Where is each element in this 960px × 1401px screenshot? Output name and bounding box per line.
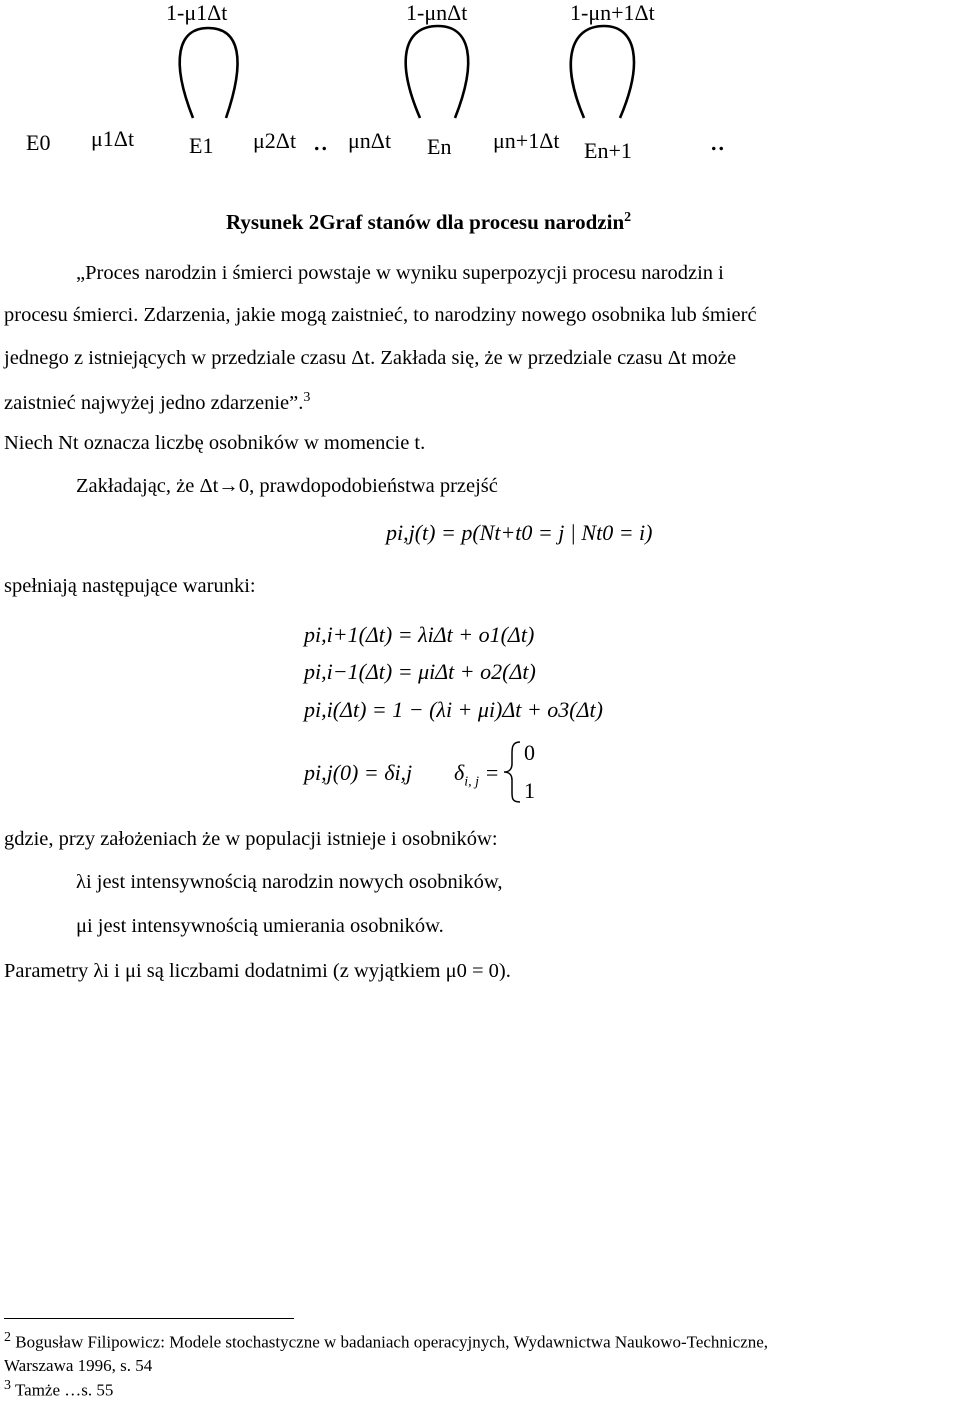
equation-delta: $\delta_{i, j}$ = <box>454 760 500 790</box>
where-text: gdzie, przy założeniach że w populacji istnieje i osobników: <box>4 828 498 850</box>
footnote-2 <box>4 1330 768 1353</box>
edge-label-mun1: μn+1Δt <box>493 128 560 153</box>
state-en1: En+1 <box>584 138 632 163</box>
mu-definition: μi jest intensywnością umierania osobników. <box>76 915 444 937</box>
dots-right: .. <box>710 124 725 157</box>
edge-label-mun: μnΔt <box>348 128 392 153</box>
caption-footnote-mark: 2 <box>624 210 632 225</box>
state-en: En <box>427 134 452 159</box>
quote-line-2: procesu śmierci. Zdarzenia, jakie mogą zaistnieć, to narodziny nowego osobnika lub śmierć <box>4 304 757 326</box>
equation-initial: pi,j(0) = δi,j <box>304 760 413 785</box>
state-e0: E0 <box>26 130 51 155</box>
equation-stay: pi,i(Δt) = 1 − (λi + μi)Δt + o3(Δt) <box>304 697 603 722</box>
state-e1: E1 <box>189 133 214 158</box>
footnote-2-text: Bogusław Filipowicz: Modele stochastyczne w badaniach operacyjnych, Wydawnictwa Naukowo-Techniczne, <box>15 1332 769 1352</box>
equation-death: pi,i−1(Δt) = μiΔt + o2(Δt) <box>304 659 536 684</box>
footnote-2-mark: 2 <box>4 1330 11 1345</box>
quote-line-4-text: zaistnieć najwyżej jedno zdarzenie”. <box>4 391 304 414</box>
quote-line-3: jednego z istniejących w przedziale czasu Δt. Zakłada się, że w przedziale czasu Δt może <box>4 347 737 369</box>
caption-text: Rysunek 2Graf stanów dla procesu narodzin <box>226 210 625 234</box>
quote-line-1: „Proces narodzin i śmierci powstaje w wyniku superpozycji procesu narodzin i <box>76 262 724 284</box>
loop-label-e1: 1-μ1Δt <box>166 0 228 25</box>
conditions-intro: spełniają następujące warunki: <box>4 575 256 597</box>
footnote-3 <box>4 1378 113 1401</box>
edge-label-mu1: μ1Δt <box>91 126 135 151</box>
quote-footnote-mark: 3 <box>303 390 311 405</box>
loop-label-en1: 1-μn+1Δt <box>570 0 655 25</box>
equation-birth: pi,i+1(Δt) = λiΔt + o1(Δt) <box>304 622 535 647</box>
equation-transition: pi,j(t) = p(Nt+t0 = j | Nt0 = i) <box>386 520 653 545</box>
loop-label-en: 1-μnΔt <box>406 0 468 25</box>
delta-value-one: 1 <box>524 778 535 803</box>
footnote-3-text: Tamże …s. 55 <box>14 1380 114 1400</box>
footnote-3-mark: 3 <box>4 1378 11 1393</box>
dots-left: .. <box>313 124 328 157</box>
delta-value-zero: 0 <box>524 740 535 765</box>
parameters-text: Parametry λi i μi są liczbami dodatnimi (z wyjątkiem μ0 = 0). <box>4 960 511 982</box>
footnote-2-cont: Warszawa 1996, s. 54 <box>4 1356 153 1375</box>
paragraph-nt: Niech Nt oznacza liczbę osobników w momencie t. <box>4 432 426 454</box>
lambda-definition: λi jest intensywnością narodzin nowych osobników, <box>76 871 503 893</box>
edge-label-mu2: μ2Δt <box>253 128 297 153</box>
paragraph-assumption: Zakładając, że Δt→0, prawdopodobieństwa przejść <box>76 475 498 497</box>
footnote-separator <box>4 1318 294 1319</box>
